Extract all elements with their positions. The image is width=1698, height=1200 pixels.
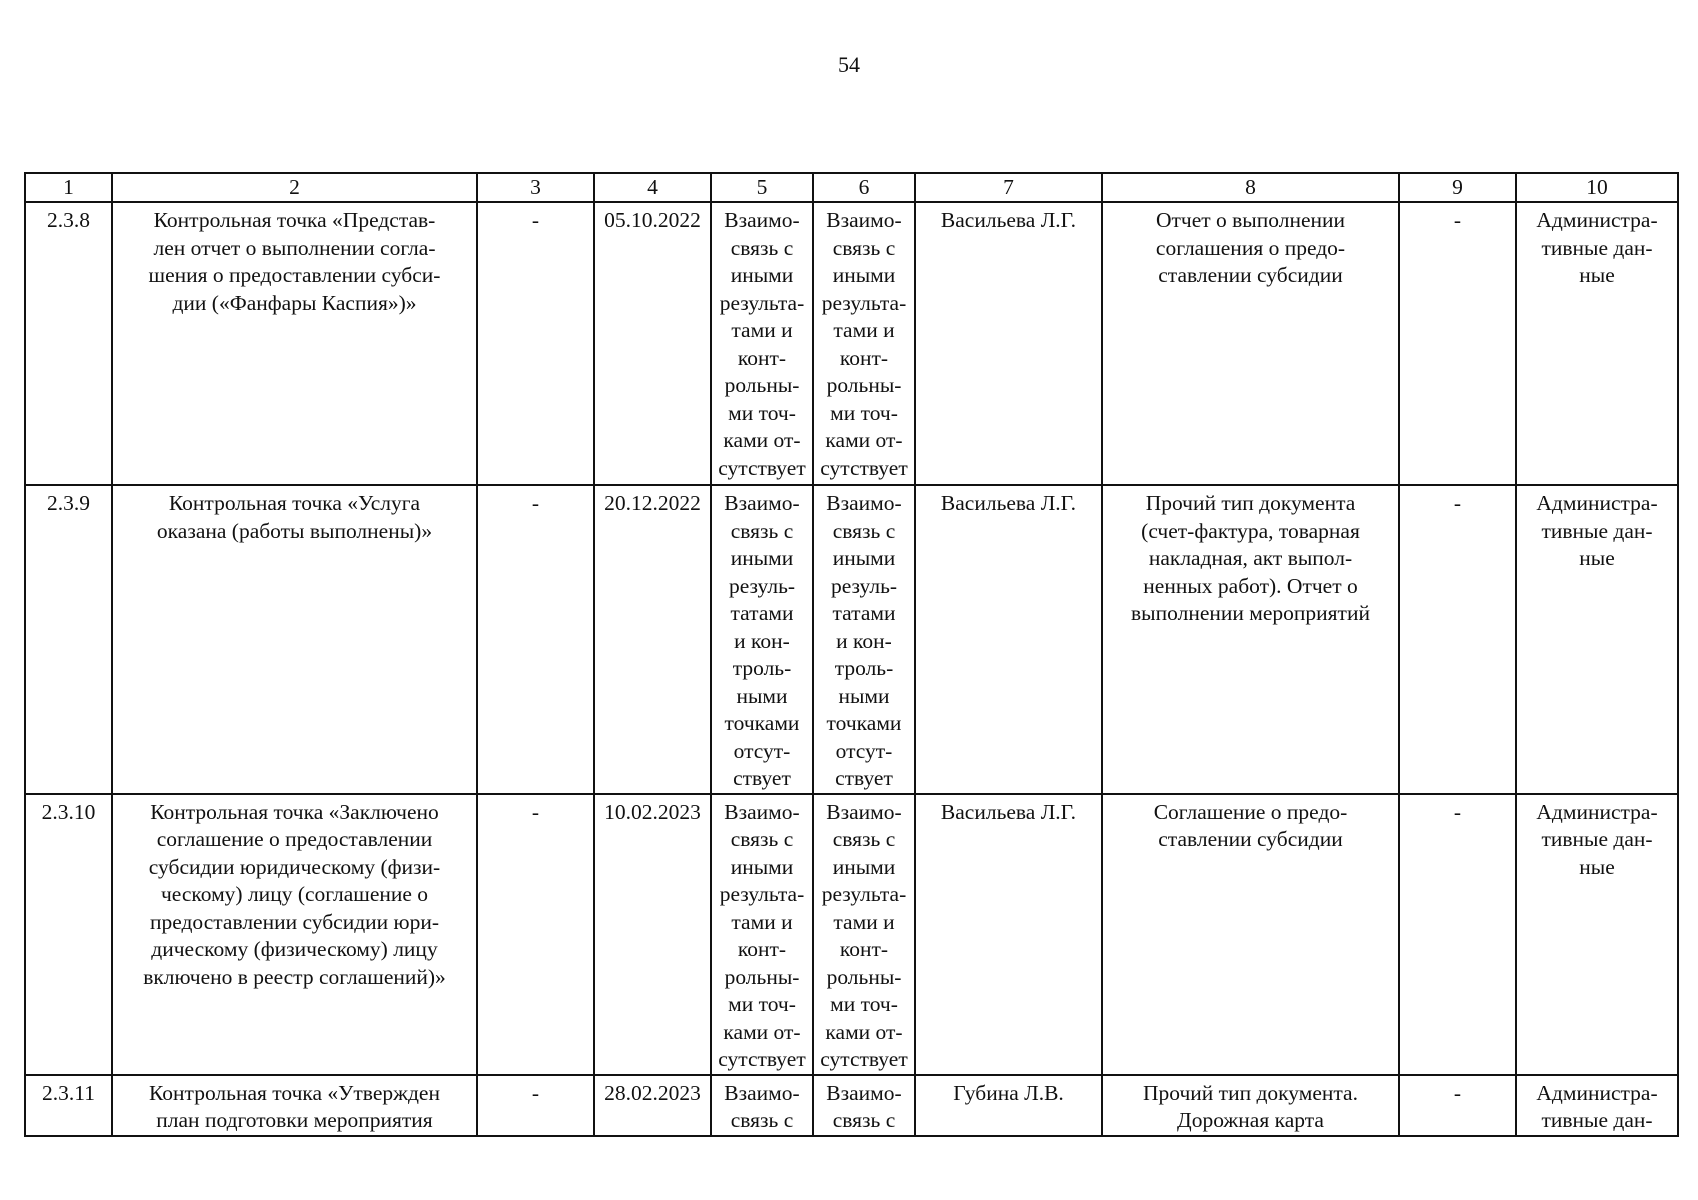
row-number: 2.3.9 (47, 491, 90, 515)
table-row (25, 485, 1678, 794)
dash-value: - (1453, 1080, 1462, 1105)
col9-cell (1399, 1075, 1516, 1136)
relation-text: Взаимо- связь с (826, 1080, 902, 1132)
date-cell (594, 202, 711, 485)
source-cell (1516, 485, 1678, 794)
column-header: 1 (25, 173, 112, 202)
document-type: Соглашение о предо- ставлении субсидии (1153, 799, 1348, 851)
data-source: Администра- тивные дан- ные (1536, 799, 1658, 879)
col5-cell (711, 1075, 813, 1136)
name-cell (112, 1075, 477, 1136)
control-point-name: Контрольная точка «Утвержден план подготовки мероприятия (149, 1080, 440, 1132)
document-cell (1102, 485, 1399, 794)
name-cell (112, 202, 477, 485)
relation-text: Взаимо- связь с (724, 1080, 800, 1132)
deadline-date: 28.02.2023 (604, 1080, 701, 1105)
column-header: 3 (477, 173, 594, 202)
responsible-cell (915, 794, 1102, 1075)
row-number-cell (25, 794, 112, 1075)
document-cell (1102, 202, 1399, 485)
column-header: 6 (813, 173, 915, 202)
column-header: 2 (112, 173, 477, 202)
column-header: 7 (915, 173, 1102, 202)
table-row (25, 1075, 1678, 1136)
relation-text: Взаимо- связь с иными результа- тами и конт- рольны- ми точ- ками от- сутствует (820, 799, 908, 1071)
col3-cell (477, 202, 594, 485)
date-cell (594, 794, 711, 1075)
row-number-cell (25, 202, 112, 485)
source-cell (1516, 794, 1678, 1075)
column-header: 9 (1399, 173, 1516, 202)
responsible-cell (915, 1075, 1102, 1136)
column-header: 5 (711, 173, 813, 202)
dash-value: - (531, 799, 540, 824)
document-type: Прочий тип документа. Дорожная карта (1143, 1080, 1358, 1132)
document-cell (1102, 1075, 1399, 1136)
page-number: 54 (838, 52, 860, 77)
col6-cell (813, 1075, 915, 1136)
relation-text: Взаимо- связь с иными результа- тами и конт- рольны- ми точ- ками от- сутствует (718, 208, 806, 480)
row-number: 2.3.11 (42, 1080, 95, 1105)
responsible-cell (915, 485, 1102, 794)
control-points-table (24, 172, 1679, 1137)
relation-text: Взаимо- связь с иными результа- тами и конт- рольны- ми точ- ками от- сутствует (718, 799, 806, 1071)
dash-value: - (1453, 799, 1462, 824)
deadline-date: 05.10.2022 (604, 208, 701, 232)
data-source: Администра- тивные дан- ные (1536, 491, 1658, 570)
source-cell (1516, 1075, 1678, 1136)
dash-value: - (531, 1080, 540, 1105)
document-type: Отчет о выполнении соглашения о предо- ставлении субсидии (1155, 208, 1346, 287)
row-number: 2.3.10 (41, 799, 96, 824)
dash-value: - (1453, 491, 1462, 515)
responsible-person: Васильева Л.Г. (940, 208, 1077, 232)
data-source: Администра- тивные дан- ные (1536, 208, 1658, 287)
relation-text: Взаимо- связь с иными резуль- татами и кон- троль- ными точками отсут- ствует (724, 491, 800, 790)
document-type: Прочий тип документа (счет-фактура, товарная накладная, акт выпол- ненных работ). Отчет о выполнении мероприятий (1131, 491, 1370, 625)
column-header: 4 (594, 173, 711, 202)
control-point-name: Контрольная точка «Представ- лен отчет о выполнении согла- шения о предоставлении субси- дии («Фанфары Каспия»)» (148, 208, 441, 315)
name-cell (112, 794, 477, 1075)
relation-text: Взаимо- связь с иными резуль- татами и кон- троль- ными точками отсут- ствует (826, 491, 902, 790)
document-cell (1102, 794, 1399, 1075)
col6-cell (813, 202, 915, 485)
dash-value: - (1453, 208, 1462, 232)
col3-cell (477, 485, 594, 794)
col9-cell (1399, 485, 1516, 794)
col3-cell (477, 794, 594, 1075)
row-number-cell (25, 485, 112, 794)
col6-cell (813, 485, 915, 794)
data-source: Администра- тивные дан- (1536, 1080, 1658, 1132)
column-header: 10 (1516, 173, 1678, 202)
name-cell (112, 485, 477, 794)
column-header: 8 (1102, 173, 1399, 202)
table-row (25, 202, 1678, 485)
col5-cell (711, 485, 813, 794)
date-cell (594, 1075, 711, 1136)
deadline-date: 10.02.2023 (604, 799, 701, 824)
row-number: 2.3.8 (47, 208, 90, 232)
dash-value: - (531, 491, 540, 515)
col6-cell (813, 794, 915, 1075)
responsible-person: Губина Л.В. (953, 1080, 1064, 1105)
control-point-name: Контрольная точка «Заключено соглашение о предоставлении субсидии юридическому (физи- ческому) лицу (соглашение о предоставлении субсидии юри- дическому (физическому) лицу включено в реестр соглашений)» (143, 799, 446, 989)
dash-value: - (531, 208, 540, 232)
col3-cell (477, 1075, 594, 1136)
column-number-row (25, 173, 1678, 202)
deadline-date: 20.12.2022 (604, 491, 701, 515)
col5-cell (711, 202, 813, 485)
control-point-name: Контрольная точка «Услуга оказана (работы выполнены)» (156, 491, 433, 543)
responsible-person: Васильева Л.Г. (940, 491, 1077, 515)
date-cell (594, 485, 711, 794)
col9-cell (1399, 794, 1516, 1075)
responsible-cell (915, 202, 1102, 485)
col5-cell (711, 794, 813, 1075)
col9-cell (1399, 202, 1516, 485)
responsible-person: Васильева Л.Г. (940, 799, 1077, 824)
source-cell (1516, 202, 1678, 485)
row-number-cell (25, 1075, 112, 1136)
table-row (25, 794, 1678, 1075)
relation-text: Взаимо- связь с иными результа- тами и конт- рольны- ми точ- ками от- сутствует (820, 208, 908, 480)
